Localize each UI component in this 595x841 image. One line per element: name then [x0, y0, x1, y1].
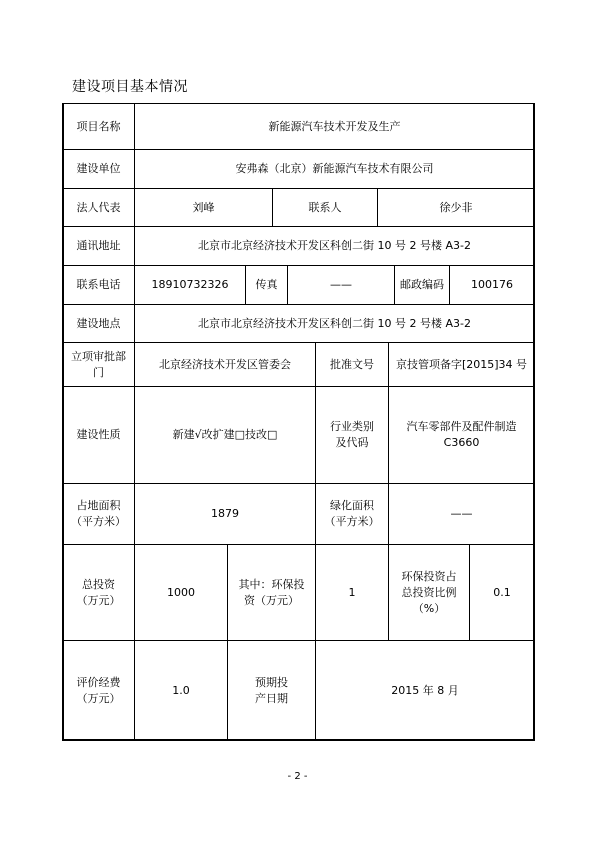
approval-no-label: 批准文号 — [315, 342, 389, 387]
address-label: 通讯地址 — [62, 226, 135, 266]
site-value: 北京市北京经济技术开发区科创二街 10 号 2 号楼 A3-2 — [134, 304, 535, 343]
green-area-label: 绿化面积 （平方米） — [315, 483, 389, 545]
phone-value: 18910732326 — [134, 265, 246, 305]
industry-label: 行业类别 及代码 — [315, 386, 389, 484]
unit-value: 安弗森（北京）新能源汽车技术有限公司 — [134, 149, 535, 189]
env-invest-label: 其中：环保投 资（万元） — [227, 544, 316, 641]
section-title: 建设项目基本情况 — [72, 79, 188, 95]
site-label: 建设地点 — [62, 304, 135, 343]
nature-value: 新建√改扩建□技改□ — [134, 386, 316, 484]
production-date-label: 预期投 产日期 — [227, 640, 316, 741]
fax-value: —— — [287, 265, 395, 305]
env-ratio-label: 环保投资占 总投资比例 （%） — [388, 544, 470, 641]
env-ratio-value: 0.1 — [469, 544, 535, 641]
industry-value: 汽车零部件及配件制造 C3660 — [388, 386, 535, 484]
total-invest-label: 总投资 （万元） — [62, 544, 135, 641]
approval-dept-label: 立项审批部 门 — [62, 342, 135, 387]
unit-label: 建设单位 — [62, 149, 135, 189]
postcode-label: 邮政编码 — [394, 265, 450, 305]
approval-no-value: 京技管项备字[2015]34 号 — [388, 342, 535, 387]
project-name-label: 项目名称 — [62, 103, 135, 150]
land-area-value: 1879 — [134, 483, 316, 545]
eval-fee-value: 1.0 — [134, 640, 228, 741]
fax-label: 传真 — [245, 265, 288, 305]
project-info-table — [62, 103, 535, 741]
page-number: - 2 - — [287, 771, 308, 782]
phone-label: 联系电话 — [62, 265, 135, 305]
production-date-value: 2015 年 8 月 — [315, 640, 535, 741]
project-name-value: 新能源汽车技术开发及生产 — [134, 103, 535, 150]
env-invest-value: 1 — [315, 544, 389, 641]
address-value: 北京市北京经济技术开发区科创二街 10 号 2 号楼 A3-2 — [134, 226, 535, 266]
contact-value: 徐少非 — [377, 188, 535, 227]
land-area-label: 占地面积 （平方米） — [62, 483, 135, 545]
contact-label: 联系人 — [272, 188, 378, 227]
nature-label: 建设性质 — [62, 386, 135, 484]
legal-rep-label: 法人代表 — [62, 188, 135, 227]
green-area-value: —— — [388, 483, 535, 545]
legal-rep-value: 刘峰 — [134, 188, 273, 227]
postcode-value: 100176 — [449, 265, 535, 305]
total-invest-value: 1000 — [134, 544, 228, 641]
approval-dept-value: 北京经济技术开发区管委会 — [134, 342, 316, 387]
eval-fee-label: 评价经费 （万元） — [62, 640, 135, 741]
